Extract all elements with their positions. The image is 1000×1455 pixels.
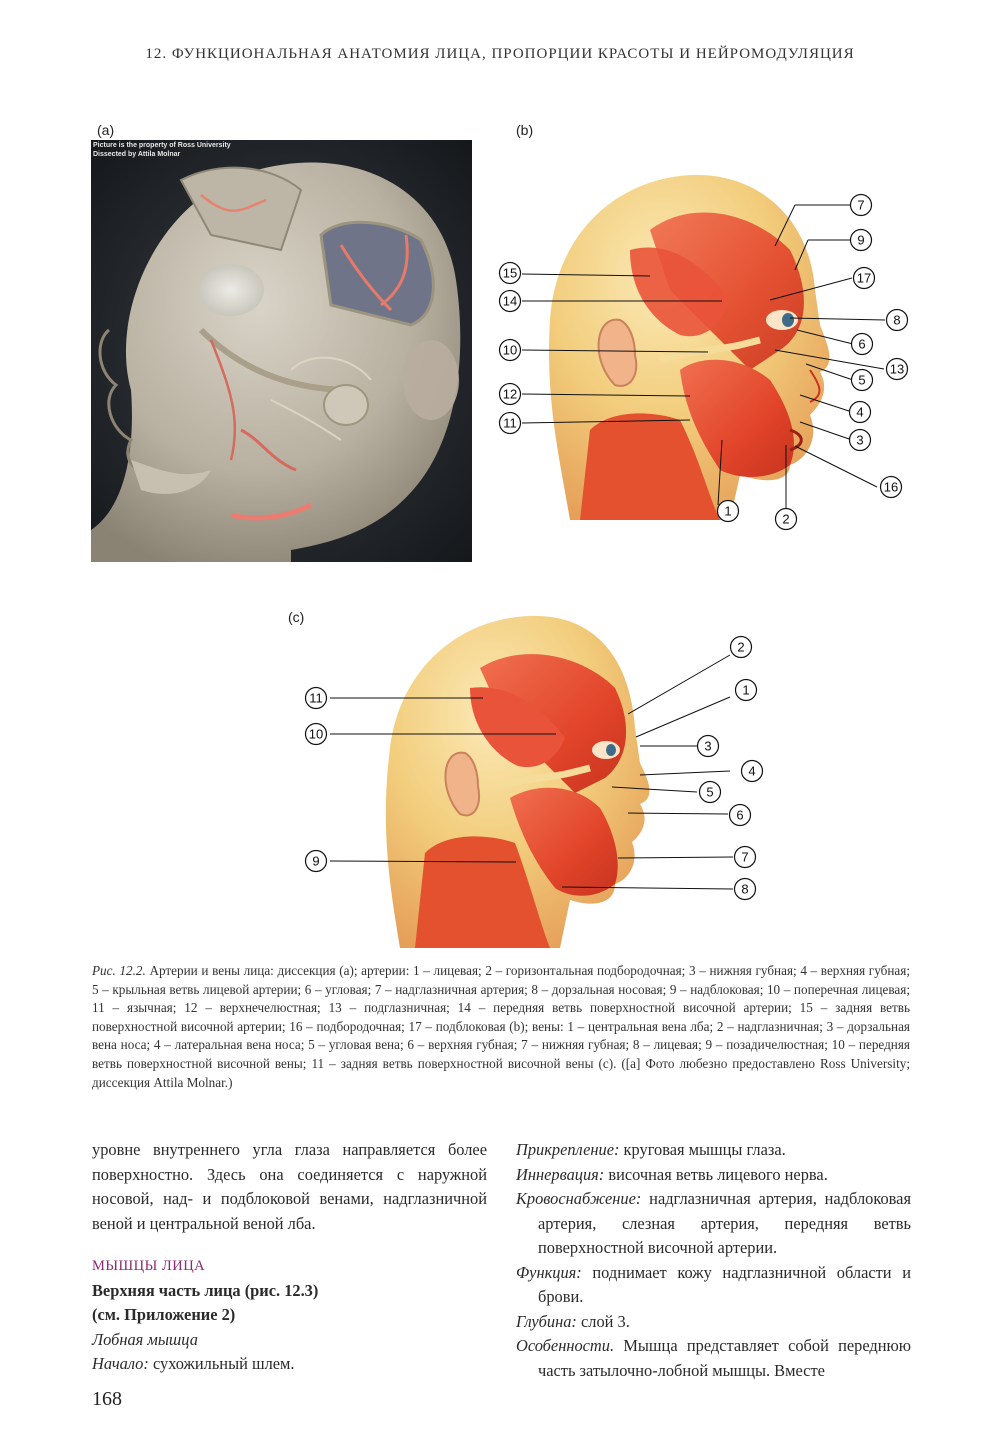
callout-b-13 <box>887 359 908 380</box>
callout-number: 4 <box>748 763 756 779</box>
callout-c-5 <box>700 782 721 803</box>
depth-label: Глубина: <box>516 1311 577 1331</box>
origin-text: сухожильный шлем. <box>148 1354 295 1373</box>
callout-number: 10 <box>308 726 324 742</box>
callout-b-10 <box>500 340 521 361</box>
callout-number: 5 <box>858 372 866 388</box>
callout-c-10 <box>306 724 327 745</box>
callout-b-9 <box>851 230 872 251</box>
callout-number: 14 <box>502 293 518 309</box>
panel-c-callouts <box>0 600 1000 960</box>
callout-number: 6 <box>736 807 744 823</box>
left-column <box>92 1138 487 1377</box>
panel-b-label: (b) <box>516 122 534 138</box>
callout-b-16 <box>881 477 902 498</box>
innervation-label: Иннервация: <box>516 1164 605 1184</box>
features-line <box>516 1334 911 1383</box>
callout-number: 11 <box>309 690 323 706</box>
callout-b-12 <box>500 384 521 405</box>
callout-number: 13 <box>889 361 905 377</box>
callout-number: 11 <box>503 415 517 431</box>
callout-number: 9 <box>857 232 865 248</box>
callout-number: 15 <box>502 265 518 281</box>
callout-c-3 <box>698 736 719 757</box>
blood-supply-line <box>516 1187 911 1261</box>
callout-c-2 <box>731 637 752 658</box>
insertion-label: Прикрепление: <box>516 1140 620 1159</box>
callout-b-17 <box>854 268 875 289</box>
callout-number: 7 <box>741 849 749 865</box>
panel-b-callouts <box>0 0 1000 560</box>
callout-number: 2 <box>737 639 745 655</box>
callout-b-7 <box>851 195 872 216</box>
callout-number: 8 <box>893 312 901 328</box>
callout-b-11 <box>500 413 521 434</box>
subsection-heading: Верхняя часть лица (рис. 12.3) <box>92 1280 319 1300</box>
callout-b-8 <box>887 310 908 331</box>
callout-c-6 <box>730 805 751 826</box>
callout-c-7 <box>735 847 756 868</box>
callout-c-11 <box>306 688 327 709</box>
figure-caption <box>92 962 910 1092</box>
callout-number: 10 <box>502 342 518 358</box>
depth-text: слой 3. <box>576 1311 630 1331</box>
features-label: Особенности. <box>516 1336 615 1355</box>
callout-number: 8 <box>741 881 749 897</box>
callout-number: 17 <box>856 270 872 286</box>
callout-b-5 <box>852 370 873 391</box>
function-line <box>516 1261 911 1310</box>
callout-number: 9 <box>312 853 320 869</box>
callout-b-4 <box>850 402 871 423</box>
caption-lead: Рис. 12.2. <box>92 963 146 978</box>
panel-c-label: (c) <box>288 609 305 625</box>
photo-credit-line-1: Picture is the property of Ross University <box>93 142 231 149</box>
blood-supply-label: Кровоснабжение: <box>516 1189 642 1208</box>
photo-credit-line-2: Dissected by Attila Molnar <box>93 151 181 158</box>
innervation-text: височная ветвь лицевого нерва. <box>604 1164 828 1184</box>
callout-c-9 <box>306 851 327 872</box>
insertion-text: круговая мышцы глаза. <box>619 1140 786 1159</box>
right-column <box>516 1138 911 1383</box>
blood-supply-text: надглазничная артерия, надблоковая артерия, слезная артерия, передняя ветвь поверхностной височной артерии. <box>538 1189 911 1257</box>
callout-number: 1 <box>742 682 750 698</box>
callout-number: 7 <box>857 197 865 213</box>
section-heading: МЫШЦЫ ЛИЦА <box>92 1258 206 1274</box>
page-number: 168 <box>92 1388 122 1410</box>
callout-c-4 <box>742 761 763 782</box>
caption-text: Артерии и вены лица: диссекция (а); артерии: 1 – лицевая; 2 – горизонтальная подбородочная; 3 – нижняя губная; 4 – верхняя губная; 5 – крыльная ветвь лицевой артерии; 6 – угловая; 7 – надглазничная артерия; 8 – дорзальная носовая; 9 – надблоковая; 10 – поперечная лицевая; 11 – язычная; 12 – верхнечелюстная; 13 – подглазничная; 14 – передняя ветвь поверхностной височной артерии; 15 – задняя ветвь поверхностной височной артерии; 16 – подбородочная; 17 – подблоковая (b); вены: 1 – центральная вена лба; 2 – надглазничная; 3 – дорзальная вена носа; 4 – латеральная вена носа; 5 – угловая вена; 6 – верхняя губная; 7 – нижняя губная; 8 – лицевая; 9 – позадичелюстная; 10 – передняя ветвь поверхностной височной вены; 11 – задняя ветвь поверхностной височной вены (c). ([a] Фото любезно предоставлено Ross University; диссекция Attila Molnar.) <box>92 963 910 1090</box>
callout-number: 16 <box>883 479 899 495</box>
callout-b-2 <box>776 509 797 530</box>
origin-line <box>92 1352 487 1377</box>
insertion-line <box>516 1138 911 1163</box>
callout-b-15 <box>500 263 521 284</box>
callout-b-1 <box>718 501 739 522</box>
running-head: 12. ФУНКЦИОНАЛЬНАЯ АНАТОМИЯ ЛИЦА, ПРОПОРЦИИ КРАСОТЫ И НЕЙРОМОДУЛЯЦИЯ <box>145 46 855 62</box>
callout-number: 2 <box>782 511 790 527</box>
callout-number: 3 <box>704 738 712 754</box>
innervation-line <box>516 1163 911 1188</box>
callout-number: 4 <box>856 404 864 420</box>
callout-c-1 <box>736 680 757 701</box>
callout-b-6 <box>852 334 873 355</box>
body-paragraph: уровне внутреннего угла глаза направляется более поверхностно. Здесь она соединяется с наружной носовой, над- и подблоковой венами, надглазничной веной и центральной веной лба. <box>92 1140 487 1233</box>
panel-a-label: (a) <box>97 122 115 138</box>
callout-number: 6 <box>858 336 866 352</box>
callout-number: 5 <box>706 784 714 800</box>
muscle-name: Лобная мышца <box>92 1329 198 1349</box>
function-text: поднимает кожу надглазничной области и брови. <box>538 1262 911 1306</box>
callout-b-3 <box>850 430 871 451</box>
callout-number: 12 <box>502 386 518 402</box>
callout-number: 1 <box>724 503 732 519</box>
callout-b-14 <box>500 291 521 312</box>
callout-number: 3 <box>856 432 864 448</box>
features-text: Мышца представляет собой переднюю часть затылочно-лобной мышцы. Вместе <box>538 1336 911 1380</box>
depth-line <box>516 1310 911 1335</box>
appendix-reference: (см. Приложение 2) <box>92 1305 236 1324</box>
callout-c-8 <box>735 879 756 900</box>
function-label: Функция: <box>516 1262 582 1282</box>
origin-label: Начало: <box>92 1354 149 1373</box>
